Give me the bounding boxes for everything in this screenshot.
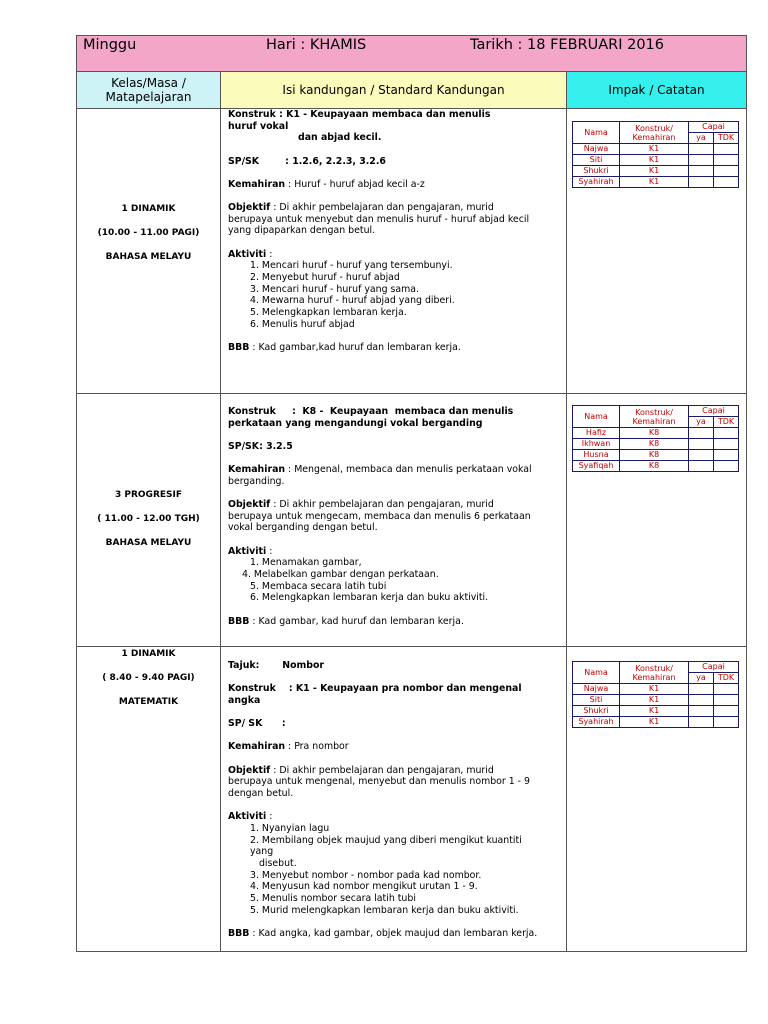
list-item: 4. Mewarna huruf - huruf abjad yang diberi.: [250, 295, 455, 307]
grid-line: [76, 71, 747, 72]
row3-bbb: : Kad angka, kad gambar, objek maujud dan lembaran kerja.: [249, 927, 538, 939]
row2-objektif-l3: vokal berganding dengan betul.: [228, 522, 378, 534]
col-head-kelas-line1: Kelas/Masa /: [111, 75, 186, 90]
list-item: disebut.: [250, 857, 297, 869]
row3-bbb-label: BBB: [228, 927, 250, 939]
grid-line: [76, 35, 747, 36]
table-row: Husna K8: [573, 450, 739, 461]
row3-objektif-l1: : Di akhir pembelajaran dan pengajaran, murid: [270, 764, 494, 776]
row3-konstruk-l1: Konstruk : K1 - Keupayaan pra nombor dan mengenal: [228, 683, 522, 695]
table-row: Syafiqah K8: [573, 461, 739, 472]
row3-kelas: 1 DINAMIK: [121, 649, 176, 659]
row1-konstruk-l1: Konstruk : K1 - Keupayaan membaca dan menulis: [228, 109, 491, 120]
table-row: Syahirah K1: [573, 177, 739, 188]
row1-konstruk-l3: dan abjad kecil.: [298, 132, 382, 144]
th-konstruk: Konstruk/ Kemahiran: [620, 406, 689, 428]
table-row: Siti K1: [573, 155, 739, 166]
th-ya: ya: [689, 417, 714, 428]
list-item: 6. Melengkapkan lembaran kerja dan buku aktiviti.: [250, 592, 489, 604]
row2-bbb-label: BBB: [228, 615, 250, 627]
row3-subjek: MATEMATIK: [118, 697, 179, 707]
row2-masa: ( 11.00 - 12.00 TGH): [97, 514, 200, 524]
th-nama: Nama: [573, 122, 620, 144]
row2-objektif-l1: : Di akhir pembelajaran dan pengajaran, murid: [270, 499, 494, 511]
row3-masa: ( 8.40 - 9.40 PAGI): [102, 673, 195, 683]
row1-kemahiran-label: Kemahiran: [228, 178, 286, 190]
row2-impak-table: [572, 405, 739, 472]
th-ya: ya: [689, 133, 714, 144]
list-item: 4. Melabelkan gambar dengan perkataan.: [242, 569, 439, 581]
grid-line: [76, 951, 747, 952]
row3-aktiviti-label: Aktiviti: [228, 811, 267, 823]
th-tdk: TDK: [714, 417, 739, 428]
row3-kemahiran: : Pra nombor: [285, 741, 349, 753]
th-ya: ya: [689, 673, 714, 684]
list-item: 1. Mencari huruf - huruf yang tersembunyi.: [250, 260, 453, 272]
row1-spsk: SP/SK : 1.2.6, 2.2.3, 3.2.6: [228, 155, 386, 167]
th-capai: Capai: [689, 406, 739, 417]
list-item: 3. Mencari huruf - huruf yang sama.: [250, 283, 419, 295]
th-capai: Capai: [689, 122, 739, 133]
row3-content: Tajuk: Nombor Konstruk : K1 - Keupayaan pra nombor dan mengenal angka SP/ SK : Kemahiran : Pra nombor Objektif : Di akhir pembelajaran dan pengajaran, murid berupaya untuk mengenal, menyebut dan menulis nombor 1 - 9 dengan betul. Aktiviti : 1. Nyanyian lagu 2. Membilang objek maujud yang diberi mengikut kuantiti yang disebut. 3. Menyebut nombor - nombor pada kad nombor. 4. Menyusun kad nombor mengikut urutan 1 - 9. 5. Menulis nombor secara latih tubi 5. Murid melengkapkan lembaran kerja dan buku aktiviti. BBB : Kad angka, kad gambar, objek maujud dan lembaran kerja.: [228, 660, 558, 940]
table-row: Siti K1: [573, 695, 739, 706]
list-item: yang: [250, 846, 274, 858]
th-capai: Capai: [689, 662, 739, 673]
tarikh-label: Tarikh : 18 FEBRUARI 2016: [470, 37, 665, 53]
th-nama: Nama: [573, 662, 620, 684]
row1-bbb-label: BBB: [228, 342, 250, 354]
row2-konstruk-l1: Konstruk : K8 - Keupayaan membaca dan menulis: [228, 406, 514, 417]
row3-konstruk-l2: angka: [228, 694, 261, 706]
row1-masa: (10.00 - 11.00 PAGI): [97, 228, 200, 238]
list-item: 5. Menulis nombor secara latih tubi: [250, 893, 416, 905]
list-item: 1. Nyanyian lagu: [250, 822, 330, 834]
table-row: Najwa K1: [573, 144, 739, 155]
list-item: 3. Menyebut nombor - nombor pada kad nombor.: [250, 869, 482, 881]
grid-line: [566, 71, 567, 952]
row1-objektif-l2: berupaya untuk menyebut dan menulis huruf - huruf abjad kecil: [228, 213, 530, 225]
row2-content: Konstruk : K8 - Keupayaan membaca dan menulis perkataan yang mengandungi vokal berganding SP/SK: 3.2.5 Kemahiran : Mengenal, membaca dan menulis perkataan vokal berganding. Objektif : Di akhir pembelajaran dan pengajaran, murid berupaya untuk mengecam, membaca dan menulis 6 perkataan vokal berganding dengan betul. Aktiviti : 1. Menamakan gambar, 4. Melabelkan gambar dengan perkataan. 5. Membaca secara latih tubi 6. Melengkapkan lembaran kerja dan buku aktiviti. BBB : Kad gambar, kad huruf dan lembaran kerja.: [228, 406, 558, 627]
list-item: 1. Menamakan gambar,: [250, 557, 362, 569]
row3-objektif-label: Objektif: [228, 764, 271, 776]
row2-kemahiran-l1: : Mengenal, membaca dan menulis perkataan vokal: [285, 464, 532, 476]
table-row: Hafiz K8: [573, 428, 739, 439]
th-tdk: TDK: [714, 133, 739, 144]
table-row: Najwa K1: [573, 684, 739, 695]
row3-impak-table: [572, 661, 739, 728]
row1-konstruk-l2: huruf vokal: [228, 120, 289, 132]
row2-konstruk-l2: perkataan yang mengandungi vokal berganding: [228, 417, 483, 429]
col-head-kelas: [77, 71, 220, 108]
minggu-label: Minggu: [83, 37, 137, 53]
grid-line: [220, 71, 221, 952]
table-row: Ikhwan K8: [573, 439, 739, 450]
row2-kemahiran-l2: berganding.: [228, 475, 285, 487]
grid-line: [76, 393, 747, 394]
table-row: Shukri K1: [573, 706, 739, 717]
row1-kemahiran: : Huruf - huruf abjad kecil a-z: [285, 178, 425, 190]
th-konstruk: Konstruk/ Kemahiran: [620, 662, 689, 684]
row3-kemahiran-label: Kemahiran: [228, 741, 286, 753]
row2-kelas: 3 PROGRESIF: [114, 490, 183, 500]
col-head-isi: Isi kandungan / Standard Kandungan: [221, 71, 566, 108]
row1-content: Konstruk : K1 - Keupayaan membaca dan menulis huruf vokal dan abjad kecil. SP/SK : 1.2.6, 2.2.3, 3.2.6 Kemahiran : Huruf - huruf abjad kecil a-z Objektif : Di akhir pembelajaran dan pengajaran, murid berupaya untuk menyebut dan menulis huruf - huruf abjad kecil yang dipaparkan dengan betul. Aktiviti : 1. Mencari huruf - huruf yang tersembunyi. 2. Menyebut huruf - huruf abjad 3. Mencari huruf - huruf yang sama. 4. Mewarna huruf - huruf abjad yang diberi. 5. Melengkapkan lembaran kerja. 6. Menulis huruf abjad BBB : Kad gambar,kad huruf dan lembaran kerja.: [228, 109, 558, 354]
row3-tajuk: Tajuk: Nombor: [228, 660, 325, 671]
col-head-kelas-line2: Matapelajaran: [105, 89, 192, 104]
row3-objektif-l3: dengan betul.: [228, 787, 294, 799]
row1-aktiviti-label: Aktiviti: [228, 248, 267, 260]
hari-label: Hari : KHAMIS: [266, 37, 367, 53]
row1-objektif-label: Objektif: [228, 202, 271, 214]
list-item: 6. Menulis huruf abjad: [250, 318, 355, 330]
th-konstruk: Konstruk/ Kemahiran: [620, 122, 689, 144]
list-item: 5. Murid melengkapkan lembaran kerja dan buku aktiviti.: [250, 904, 519, 916]
row3-spsk: SP/ SK :: [228, 718, 286, 730]
row2-objektif-l2: berupaya untuk mengecam, membaca dan menulis 6 perkataan: [228, 510, 531, 522]
list-item: 5. Melengkapkan lembaran kerja.: [250, 307, 407, 319]
th-nama: Nama: [573, 406, 620, 428]
row3-kelas-cell: [77, 648, 220, 720]
row1-bbb: : Kad gambar,kad huruf dan lembaran kerja.: [249, 342, 461, 354]
th-tdk: TDK: [714, 673, 739, 684]
row1-subjek: BAHASA MELAYU: [105, 252, 192, 262]
row2-bbb: : Kad gambar, kad huruf dan lembaran kerja.: [249, 615, 464, 627]
row2-kelas-cell: [77, 489, 220, 561]
row2-subjek: BAHASA MELAYU: [105, 538, 192, 548]
grid-line: [76, 646, 747, 647]
row2-spsk: SP/SK: 3.2.5: [228, 440, 293, 452]
table-row: Shukri K1: [573, 166, 739, 177]
row1-impak-table: [572, 121, 739, 188]
list-item: 2. Menyebut huruf - huruf abjad: [250, 272, 400, 284]
row2-objektif-label: Objektif: [228, 499, 271, 511]
list-item: 5. Membaca secara latih tubi: [250, 580, 387, 592]
col-head-impak: Impak / Catatan: [567, 71, 746, 108]
table-row: Syahirah K1: [573, 717, 739, 728]
list-item: 2. Membilang objek maujud yang diberi mengikut kuantiti: [250, 834, 522, 846]
row3-objektif-l2: berupaya untuk mengenal, menyebut dan menulis nombor 1 - 9: [228, 776, 530, 788]
row2-aktiviti-label: Aktiviti: [228, 545, 267, 557]
list-item: 4. Menyusun kad nombor mengikut urutan 1 - 9.: [250, 881, 478, 893]
grid-line: [746, 35, 747, 952]
row1-objektif-l3: yang dipaparkan dengan betul.: [228, 225, 376, 237]
row1-objektif-l1: : Di akhir pembelajaran dan pengajaran, murid: [270, 202, 494, 214]
row2-kemahiran-label: Kemahiran: [228, 464, 286, 476]
row1-kelas: 1 DINAMIK: [121, 204, 176, 214]
row1-kelas-cell: [77, 203, 220, 275]
